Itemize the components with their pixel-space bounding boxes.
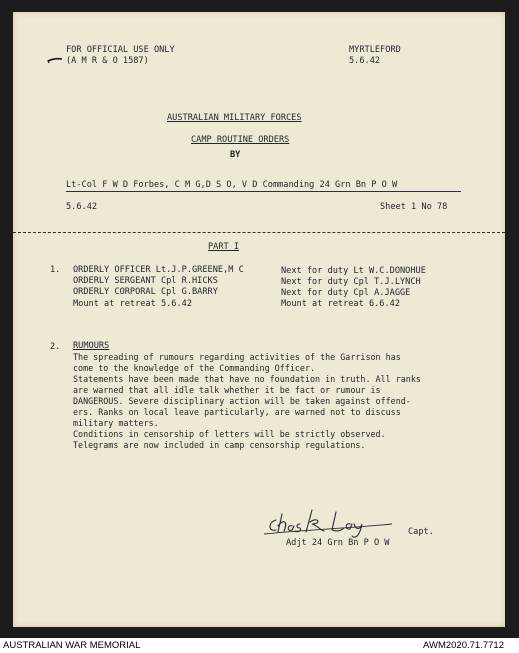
handwritten-signature [262, 500, 412, 542]
rumours-text-line: are warned that all idle talk whether it be fact or rumour is [73, 385, 381, 395]
duty-left-line: ORDERLY CORPORAL Cpl G.BARRY [73, 287, 218, 297]
duty-right-line: Next for duty Cpl A.JAGGE [281, 288, 411, 298]
orders-date: 5.6.42 [66, 202, 98, 212]
rumours-text-line: military matters. [73, 418, 159, 428]
rumours-text-line: DANGEROUS. Severe disciplinary action will be taken against offend- [73, 396, 411, 406]
signatory-rank: Capt. [408, 527, 434, 537]
header-date: 5.6.42 [349, 56, 381, 66]
rumours-text-line: Statements have been made that have no foundation in truth. All ranks [73, 374, 421, 384]
rumours-text-line: The spreading of rumours regarding activities of the Garrison has [73, 352, 401, 362]
orders-title: CAMP ROUTINE ORDERS [191, 135, 290, 145]
rumours-text-line: Conditions in censorship of letters will be strictly observed. [73, 429, 386, 439]
rumours-heading: RUMOURS [73, 341, 110, 351]
forces-title: AUSTRALIAN MILITARY FORCES [167, 113, 302, 123]
by-label: BY [230, 150, 241, 160]
duty-right-line: Next for duty Lt W.C.DONOHUE [281, 266, 426, 276]
rumours-text-line: come to the knowledge of the Commanding Officer. [73, 363, 316, 373]
rumours-text-line: Telegrams are now included in camp censorship regulations. [73, 440, 366, 450]
archive-reference: AWM2020.71.7712 [423, 640, 504, 651]
pencil-arrow-mark [47, 56, 63, 64]
duty-right-line: Next for duty Cpl T.J.LYNCH [281, 277, 421, 287]
sheet-number: Sheet 1 No 78 [380, 202, 448, 212]
commanding-officer: Lt-Col F W D Forbes, C M G,D S O, V D Commanding 24 Grn Bn P O W [66, 180, 398, 190]
part-heading: PART I [208, 242, 240, 252]
section-divider [13, 232, 505, 233]
duty-left-line: Mount at retreat 5.6.42 [73, 299, 192, 309]
commanding-underline [66, 191, 461, 192]
place-name: MYRTLEFORD [349, 45, 401, 55]
reference-number: (A M R & O 1587) [66, 56, 149, 66]
item-number-2: 2. [50, 342, 61, 352]
rumours-text-line: ers. Ranks on local leave particularly, are warned not to discuss [73, 407, 401, 417]
official-use-label: FOR OFFICIAL USE ONLY [66, 45, 175, 55]
duty-left-line: ORDERLY OFFICER Lt.J.P.GREENE,M C [73, 265, 244, 275]
item-number-1: 1. [50, 265, 61, 275]
duty-right-line: Mount at retreat 6.6.42 [281, 299, 400, 309]
signatory-title: Adjt 24 Grn Bn P O W [286, 538, 390, 548]
archive-credit: AUSTRALIAN WAR MEMORIAL [3, 640, 141, 651]
duty-left-line: ORDERLY SERGEANT Cpl R.HICKS [73, 276, 218, 286]
